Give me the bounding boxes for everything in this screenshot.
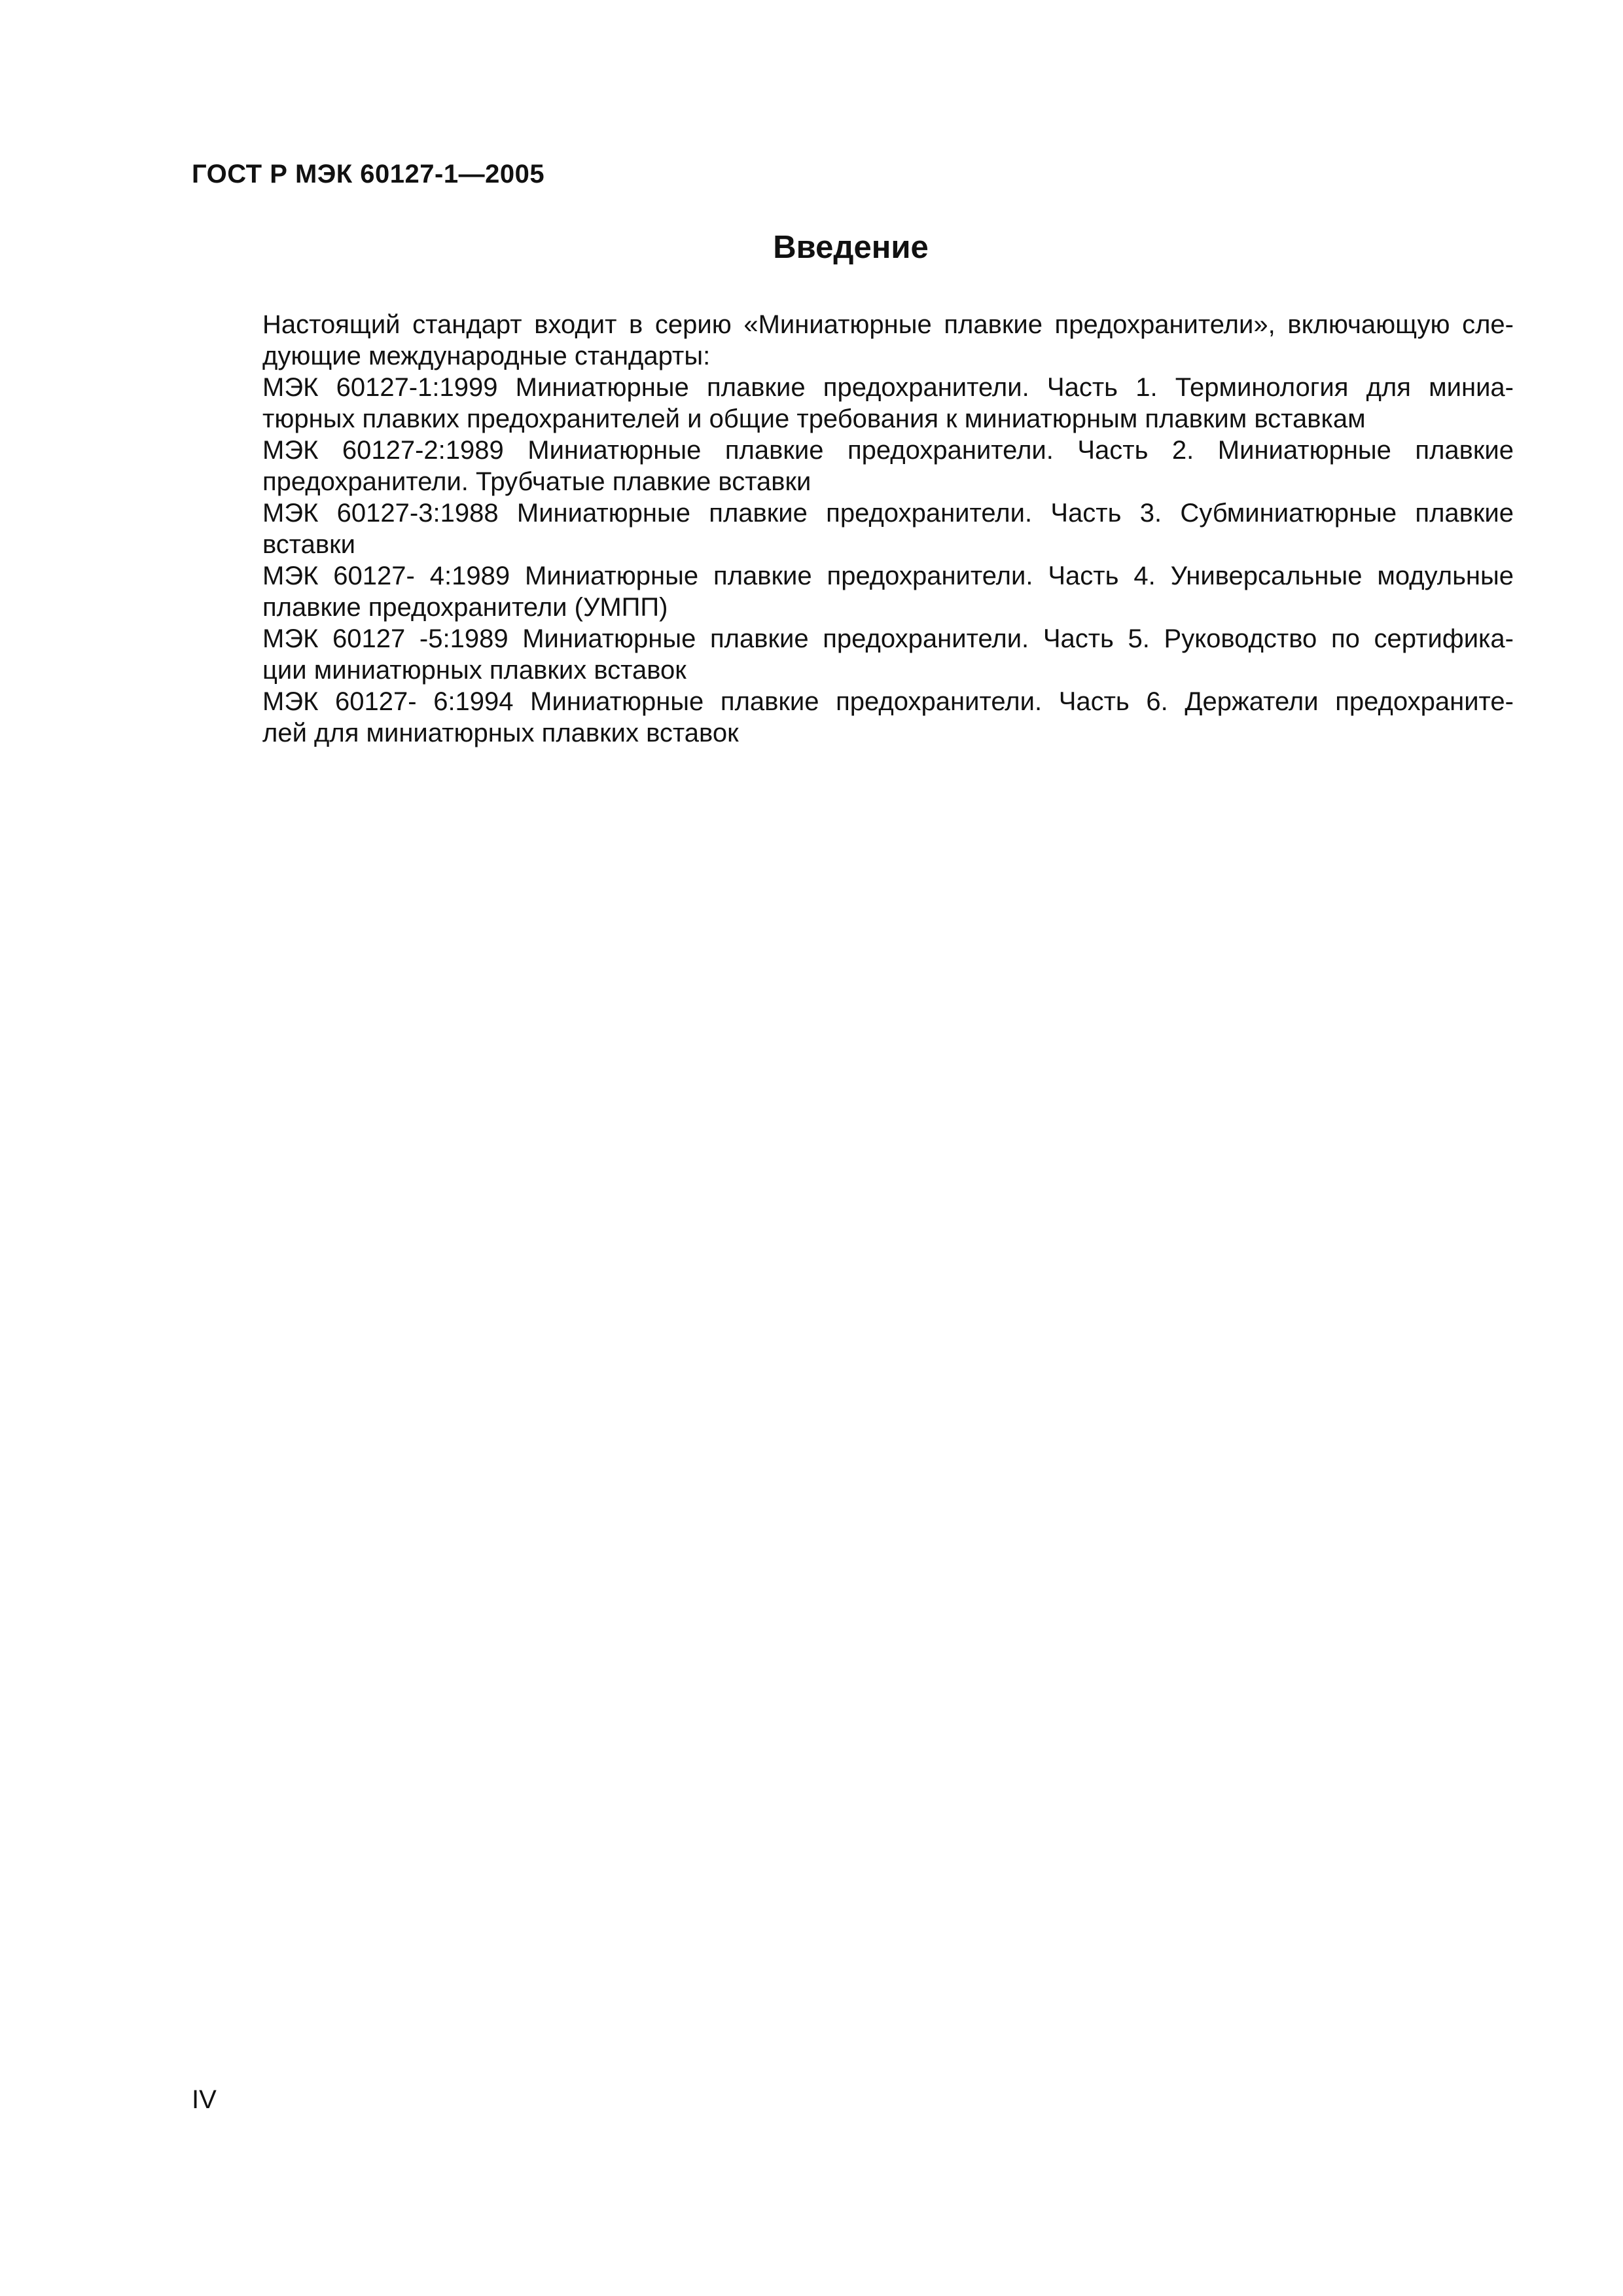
standard-item-1-line-2: тюрных плавких предохранителей и общие требования к миниатюрным плавким вставкам (262, 404, 1366, 433)
standard-item-2-line-1: МЭК 60127-2:1989 Миниатюрные плавкие предохранители. Часть 2. Миниатюрные плавкие (262, 436, 1514, 465)
introduction-body (192, 309, 1514, 749)
standard-item-2 (192, 435, 1514, 497)
standard-item-5 (192, 623, 1514, 686)
standard-item-4-line-2: плавкие предохранители (УМПП) (262, 593, 668, 622)
page-number: IV (192, 2085, 217, 2114)
standard-item-6-line-1: МЭК 60127- 6:1994 Миниатюрные плавкие предохранители. Часть 6. Держатели предохраните- (262, 687, 1514, 716)
standard-item-1-line-1: МЭК 60127-1:1999 Миниатюрные плавкие предохранители. Часть 1. Терминология для миниа- (262, 373, 1514, 402)
standard-item-6 (192, 686, 1514, 749)
intro-line-1: Настоящий стандарт входит в серию «Миниатюрные плавкие предохранители», включающую сле- (262, 310, 1514, 339)
standard-item-4 (192, 560, 1514, 623)
standard-item-5-line-1: МЭК 60127 -5:1989 Миниатюрные плавкие предохранители. Часть 5. Руководство по сертифика- (262, 624, 1514, 653)
standard-item-1 (192, 372, 1514, 435)
intro-paragraph (192, 309, 1514, 372)
standard-item-3-line-1: МЭК 60127-3:1988 Миниатюрные плавкие предохранители. Часть 3. Субминиатюрные плавкие (262, 499, 1514, 528)
section-title: Введение (773, 230, 929, 265)
standard-item-3-line-2: вставки (262, 530, 356, 559)
standard-item-6-line-2: лей для миниатюрных плавких вставок (262, 719, 739, 747)
standard-item-3 (192, 497, 1514, 560)
intro-line-2: дующие международные стандарты: (262, 342, 711, 370)
standard-item-4-line-1: МЭК 60127- 4:1989 Миниатюрные плавкие предохранители. Часть 4. Универсальные модульные (262, 562, 1514, 590)
document-code-header: ГОСТ Р МЭК 60127-1—2005 (192, 160, 545, 188)
standard-item-2-line-2: предохранители. Трубчатые плавкие вставки (262, 467, 812, 496)
standard-item-5-line-2: ции миниатюрных плавких вставок (262, 656, 687, 685)
